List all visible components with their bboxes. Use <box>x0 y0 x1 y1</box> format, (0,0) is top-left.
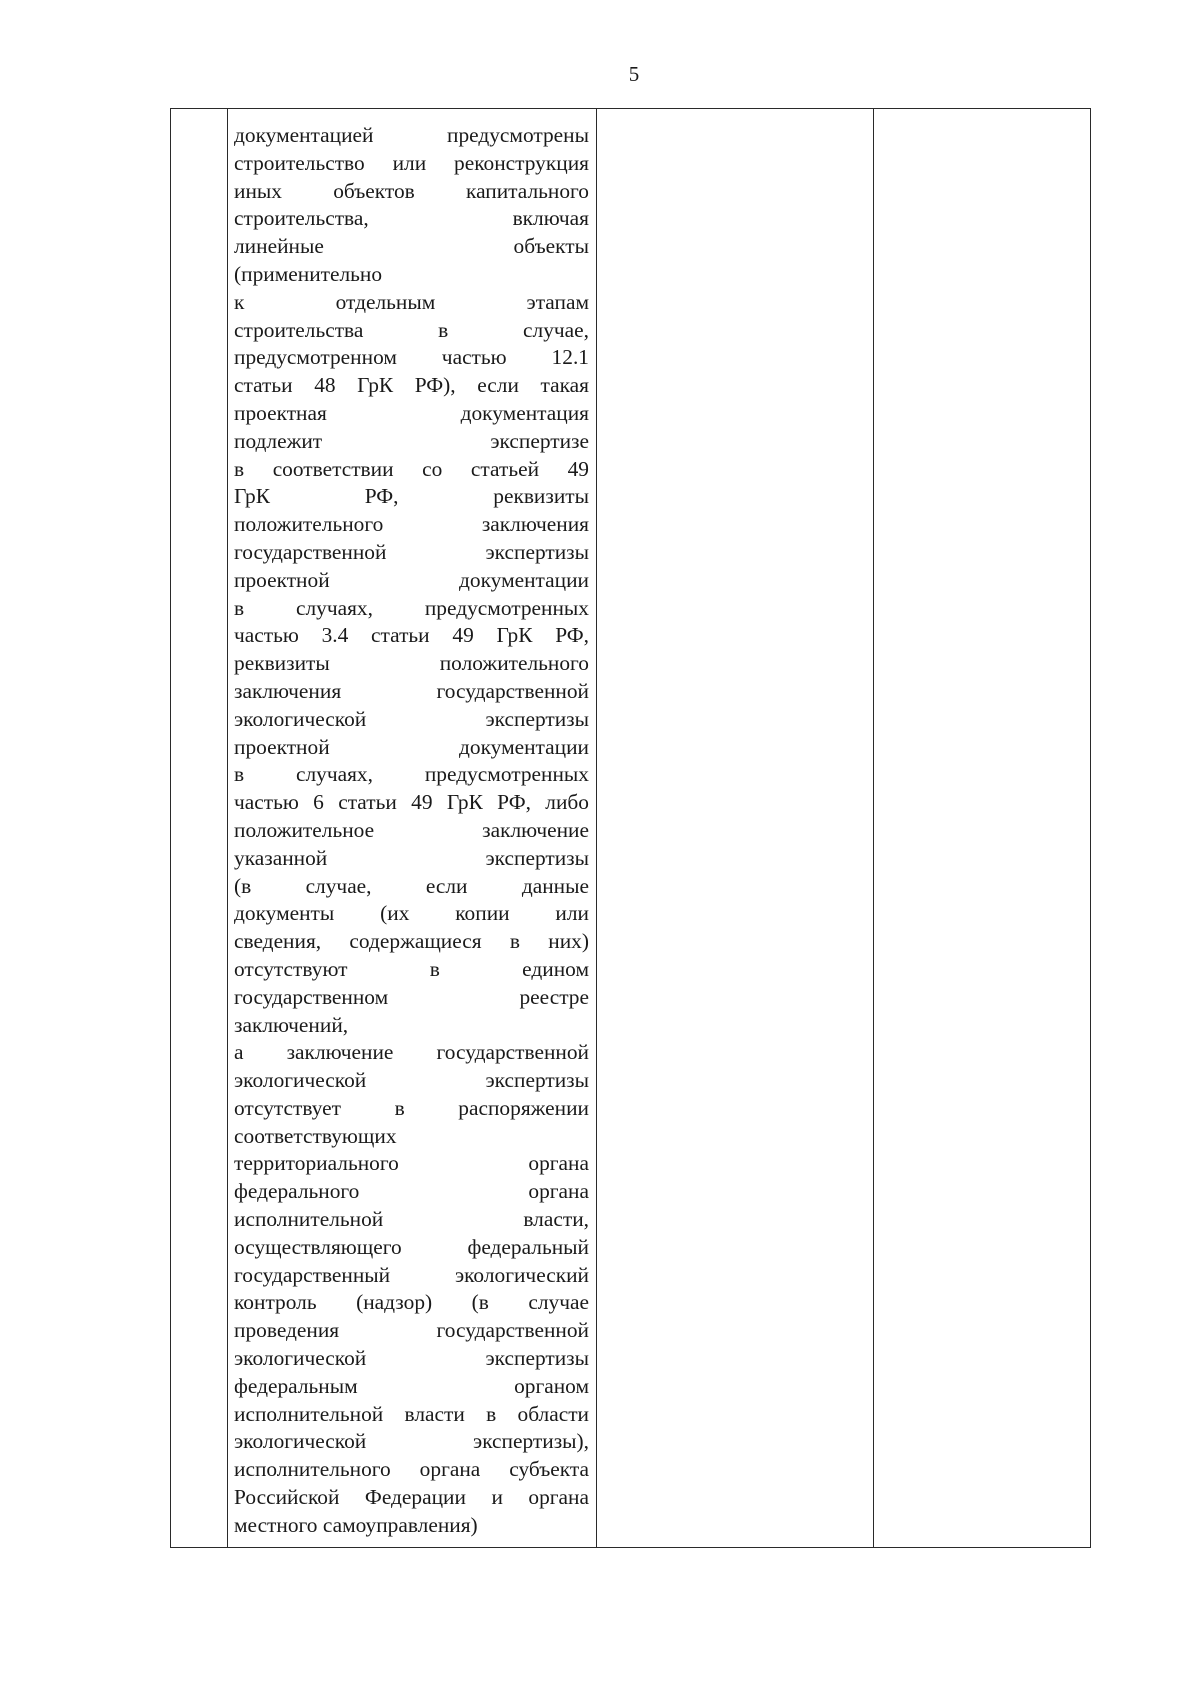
text-line: проектная документация <box>234 400 589 425</box>
text-line: территориального органа <box>234 1151 589 1176</box>
text-line: экологической экспертизы <box>234 1068 589 1093</box>
table-cell-empty-2 <box>874 109 1091 1548</box>
text-line: исполнительного органа субъекта <box>234 1457 589 1482</box>
text-line: ГрК РФ, реквизиты <box>234 484 589 509</box>
text-line: заключения государственной <box>234 678 589 703</box>
table-row <box>171 109 1091 1548</box>
text-line: положительное заключение <box>234 817 589 842</box>
text-line: строительство или реконструкция <box>234 150 589 175</box>
table-cell-description <box>228 109 597 1548</box>
text-line: проектной документации <box>234 734 589 759</box>
text-line: в случаях, предусмотренных <box>234 762 589 787</box>
text-line: строительства, включая <box>234 206 589 231</box>
text-line: проведения государственной <box>234 1318 589 1343</box>
text-line: линейные объекты <box>234 234 589 259</box>
table-cell-empty-1 <box>597 109 874 1548</box>
document-table <box>170 108 1091 1548</box>
page-number: 5 <box>628 62 640 86</box>
text-line: подлежит экспертизе <box>234 428 589 453</box>
text-line: (в случае, если данные <box>234 873 589 898</box>
text-line: экологической экспертизы), <box>234 1429 589 1454</box>
text-line: исполнительной власти, <box>234 1207 589 1232</box>
table-cell-number <box>171 109 228 1548</box>
text-line: экологической экспертизы <box>234 1346 589 1371</box>
text-line: статьи 48 ГрК РФ), если такая <box>234 373 589 398</box>
text-line: проектной документации <box>234 567 589 592</box>
description-text <box>228 109 596 1540</box>
text-line: исполнительной власти в области <box>234 1401 589 1426</box>
text-line: документацией предусмотрены <box>234 123 589 147</box>
text-line: в соответствии со статьей 49 <box>234 456 589 481</box>
text-line: иных объектов капитального <box>234 178 589 203</box>
text-line: в случаях, предусмотренных <box>234 595 589 620</box>
text-line: реквизиты положительного <box>234 651 589 676</box>
text-line: заключений, <box>234 1012 349 1037</box>
text-line: государственной экспертизы <box>234 539 589 564</box>
text-line: Российской Федерации и органа <box>234 1485 589 1510</box>
text-line: положительного заключения <box>234 512 589 537</box>
text-line: к отдельным этапам <box>234 289 589 314</box>
text-line: сведения, содержащиеся в них) <box>234 929 589 954</box>
text-line: указанной экспертизы <box>234 845 589 870</box>
text-line: частью 3.4 статьи 49 ГрК РФ, <box>234 623 589 648</box>
text-line: местного самоуправления) <box>234 1512 478 1537</box>
text-line: государственном реестре <box>234 984 589 1009</box>
text-line: соответствующих <box>234 1123 397 1148</box>
text-line: отсутствует в распоряжении <box>234 1095 589 1120</box>
text-line: государственный экологический <box>234 1262 589 1287</box>
text-line: строительства в случае, <box>234 317 589 342</box>
text-line: экологической экспертизы <box>234 706 589 731</box>
text-line: федерального органа <box>234 1179 589 1204</box>
text-line: частью 6 статьи 49 ГрК РФ, либо <box>234 790 589 815</box>
text-line: предусмотренном частью 12.1 <box>234 345 589 370</box>
text-line: документы (их копии или <box>234 901 589 926</box>
text-line: осуществляющего федеральный <box>234 1234 589 1259</box>
text-line: контроль (надзор) (в случае <box>234 1290 589 1315</box>
text-line: отсутствуют в едином <box>234 956 589 981</box>
text-line: федеральным органом <box>234 1373 589 1398</box>
text-line: а заключение государственной <box>234 1040 589 1065</box>
text-line: (применительно <box>234 261 383 286</box>
